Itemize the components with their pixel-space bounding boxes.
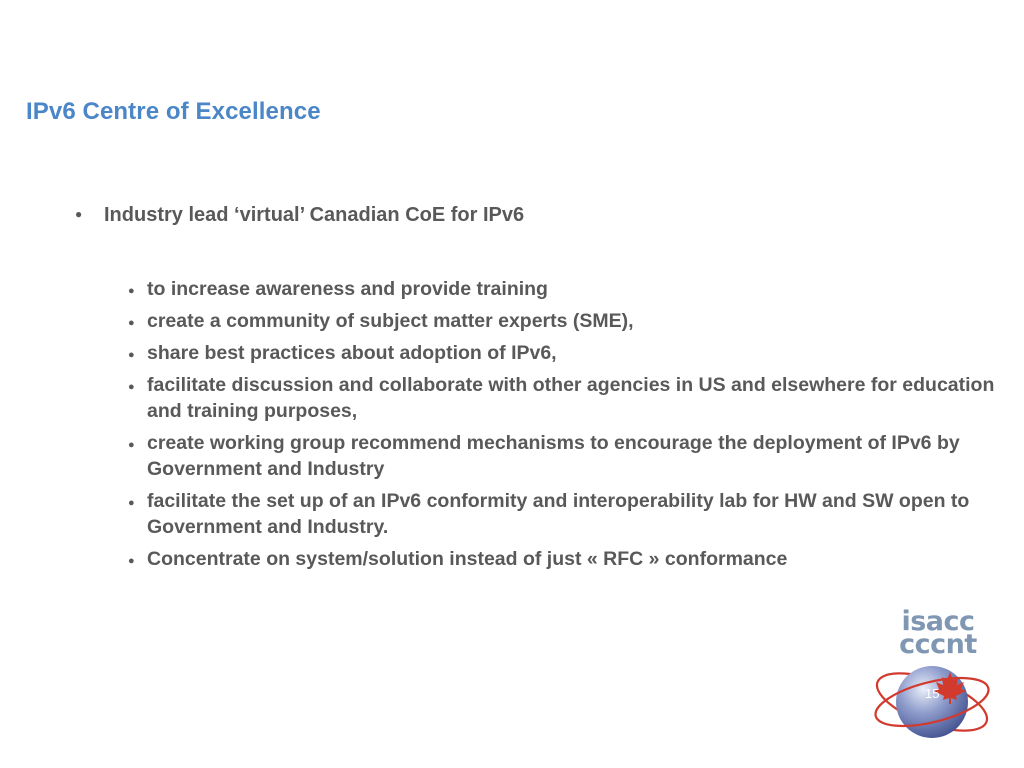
sub-bullet-text: facilitate the set up of an IPv6 conformity and interoperability lab for HW and SW open to Government and Industry. — [147, 490, 970, 538]
main-bullet-text: Industry lead ‘virtual’ Canadian CoE for IPv6 — [104, 204, 525, 226]
sub-bullet-text: Concentrate on system/solution instead of just « RFC » conformance — [147, 548, 788, 570]
bullet-dot-icon: ● — [128, 555, 135, 567]
sub-bullet-item — [128, 430, 998, 482]
main-bullet — [75, 204, 524, 227]
sub-bullet-item — [128, 308, 998, 334]
logo-text-cccnt: cccnt — [899, 629, 977, 660]
bullet-dot-icon: ● — [128, 285, 135, 297]
sub-bullet-text: create a community of subject matter experts (SME), — [147, 310, 634, 332]
sub-bullet-item — [128, 372, 998, 424]
sub-bullet-item — [128, 488, 998, 540]
sub-bullet-text: to increase awareness and provide training — [147, 278, 548, 300]
sub-bullet-text: share best practices about adoption of IPv6, — [147, 342, 557, 364]
bullet-dot-icon: ● — [128, 381, 135, 393]
bullet-dot-icon: ● — [128, 317, 135, 329]
bullet-dot-icon: ● — [128, 497, 135, 509]
page-number: 15 — [925, 686, 940, 701]
bullet-dot-icon: ● — [128, 439, 135, 451]
sub-bullet-item — [128, 276, 998, 302]
sub-bullet-item — [128, 546, 998, 572]
globe-maple-leaf-icon — [870, 656, 1000, 748]
sub-bullet-text: create working group recommend mechanisms to encourage the deployment of IPv6 by Government and Industry — [147, 432, 960, 480]
bullet-dot-icon: ● — [75, 207, 83, 221]
slide-title: IPv6 Centre of Excellence — [26, 98, 321, 125]
sub-bullet-text: facilitate discussion and collaborate with other agencies in US and elsewhere for education and training purposes, — [147, 374, 995, 422]
logo-text-isacc: isacc — [901, 606, 975, 637]
sub-bullet-item — [128, 340, 998, 366]
isacc-logo — [870, 606, 1000, 746]
bullet-dot-icon: ● — [128, 349, 135, 361]
sub-bullet-list — [128, 276, 998, 578]
